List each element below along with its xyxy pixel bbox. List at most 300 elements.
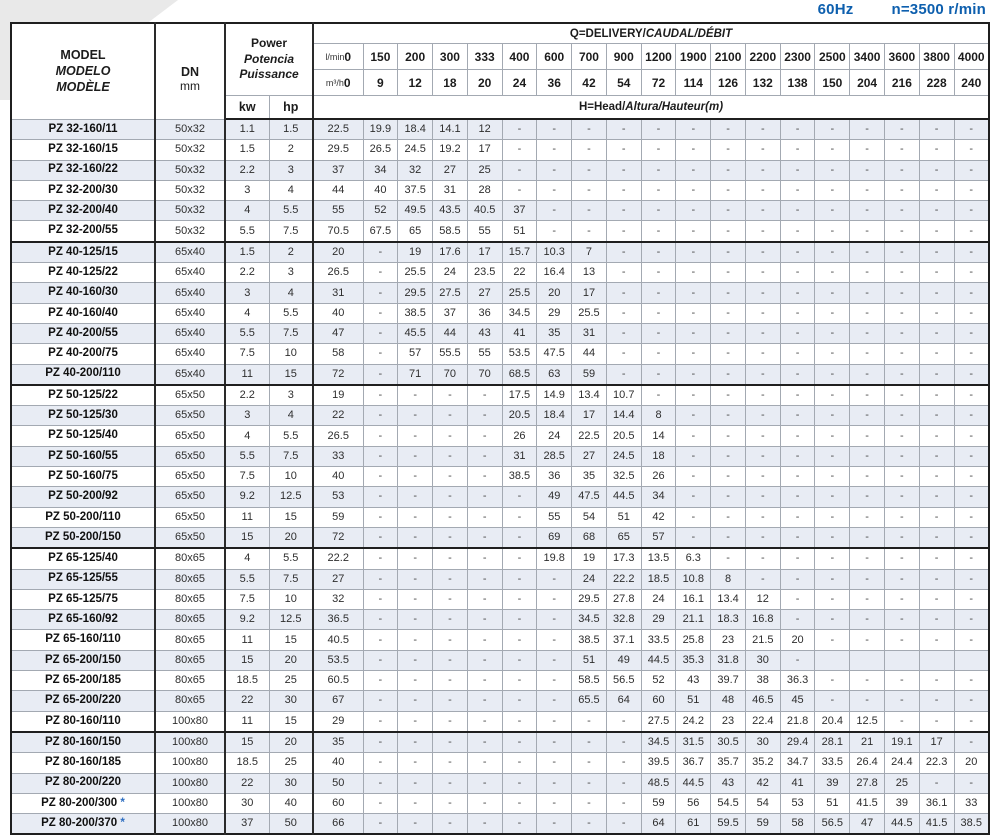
head-value-cell: -: [954, 610, 989, 630]
head-value-cell: -: [884, 364, 919, 385]
head-value-cell: -: [954, 323, 989, 343]
m3h-flow-header: 42: [572, 70, 607, 96]
dn-cell: 65x50: [155, 487, 225, 507]
head-value-cell: -: [676, 406, 711, 426]
dn-cell: 50x32: [155, 160, 225, 180]
head-value-cell: 51: [502, 221, 537, 242]
m3h-zero-value: 0: [343, 75, 351, 90]
head-value-cell: 42: [641, 507, 676, 527]
head-value-cell: 22.4: [745, 711, 780, 732]
head-value-cell: -: [433, 610, 468, 630]
head-value-cell: -: [433, 426, 468, 446]
power-column-header: [225, 23, 313, 96]
head-value-cell: 58.5: [433, 221, 468, 242]
head-value-cell: -: [815, 263, 850, 283]
head-value-cell: 32.8: [606, 610, 641, 630]
head-value-cell: -: [745, 569, 780, 589]
head-value-cell: -: [954, 263, 989, 283]
head-value-cell: 49: [537, 487, 572, 507]
head-value-cell: 17: [467, 242, 502, 263]
kw-cell: 1.1: [225, 119, 269, 140]
table-row: [11, 364, 989, 385]
model-cell: PZ 40-200/110: [11, 364, 155, 385]
lmin-flow-header: 333: [467, 44, 502, 70]
head-value-cell: 44.5: [676, 773, 711, 793]
model-cell: PZ 40-125/22: [11, 263, 155, 283]
head-value-cell: -: [641, 160, 676, 180]
head-value-cell: -: [815, 160, 850, 180]
head-value-cell: -: [815, 569, 850, 589]
head-value-cell: -: [815, 487, 850, 507]
hp-cell: 10: [269, 467, 313, 487]
head-value-cell: 44.5: [641, 650, 676, 670]
model-cell: PZ 32-200/30: [11, 180, 155, 200]
head-value-cell: -: [467, 589, 502, 609]
head-value-cell: 41.5: [919, 814, 954, 835]
head-value-cell: -: [780, 446, 815, 466]
head-value-cell: 8: [711, 569, 746, 589]
head-value-cell: 19.2: [433, 140, 468, 160]
head-value-cell: 41: [502, 323, 537, 343]
head-value-cell: 22.2: [606, 569, 641, 589]
head-value-cell: 26.5: [363, 140, 398, 160]
kw-unit-header: kw: [225, 96, 269, 120]
speed-label: n=3500 r/min: [891, 1, 986, 18]
q-title-italic: CAUDAL/DÉBIT: [645, 27, 733, 40]
head-value-cell: -: [537, 160, 572, 180]
head-value-cell: -: [537, 691, 572, 711]
head-value-cell: -: [398, 793, 433, 813]
head-value-cell: -: [676, 385, 711, 406]
head-value-cell: -: [780, 221, 815, 242]
head-value-cell: -: [537, 201, 572, 221]
head-value-cell: -: [954, 221, 989, 242]
head-value-cell: -: [815, 344, 850, 364]
head-value-cell: 25.5: [398, 263, 433, 283]
head-value-cell: 16.8: [745, 610, 780, 630]
head-value-cell: 12: [745, 589, 780, 609]
head-value-cell: 37: [502, 201, 537, 221]
head-value-cell: -: [745, 201, 780, 221]
head-value-cell: -: [398, 487, 433, 507]
model-cell: PZ 65-125/75: [11, 589, 155, 609]
head-value-cell: -: [572, 773, 607, 793]
head-value-cell: -: [850, 671, 885, 691]
kw-cell: 7.5: [225, 589, 269, 609]
head-value-cell: -: [363, 732, 398, 753]
model-cell: PZ 65-200/220: [11, 691, 155, 711]
head-value-cell: -: [467, 548, 502, 569]
head-value-cell: -: [641, 344, 676, 364]
head-value-cell: -: [467, 630, 502, 650]
head-value-cell: 56.5: [606, 671, 641, 691]
kw-cell: 5.5: [225, 446, 269, 466]
head-value-cell: -: [467, 385, 502, 406]
head-value-cell: -: [572, 221, 607, 242]
head-value-cell: 37: [313, 160, 363, 180]
head-value-cell: -: [884, 406, 919, 426]
head-value-cell: 46.5: [745, 691, 780, 711]
kw-cell: 15: [225, 527, 269, 548]
head-value-cell: 28.5: [537, 446, 572, 466]
head-value-cell: -: [398, 773, 433, 793]
head-value-cell: -: [919, 691, 954, 711]
head-value-cell: 22.5: [572, 426, 607, 446]
head-value-cell: -: [780, 364, 815, 385]
head-value-cell: 61: [676, 814, 711, 835]
head-value-cell: -: [745, 160, 780, 180]
head-value-cell: -: [919, 283, 954, 303]
head-value-cell: -: [676, 446, 711, 466]
head-value-cell: 13.4: [711, 589, 746, 609]
kw-cell: 7.5: [225, 467, 269, 487]
head-value-cell: 48: [711, 691, 746, 711]
dn-cell: 80x65: [155, 691, 225, 711]
head-value-cell: -: [954, 201, 989, 221]
head-value-cell: -: [745, 344, 780, 364]
head-value-cell: -: [363, 263, 398, 283]
head-value-cell: 64: [606, 691, 641, 711]
head-value-cell: 10.3: [537, 242, 572, 263]
head-value-cell: -: [919, 344, 954, 364]
head-value-cell: -: [711, 467, 746, 487]
head-value-cell: -: [815, 446, 850, 466]
head-value-cell: 37.1: [606, 630, 641, 650]
head-value-cell: 32: [313, 589, 363, 609]
hp-cell: 4: [269, 283, 313, 303]
head-value-cell: [884, 650, 919, 670]
head-value-cell: 16.4: [537, 263, 572, 283]
head-value-cell: -: [780, 385, 815, 406]
head-value-cell: -: [537, 814, 572, 835]
head-value-cell: -: [954, 691, 989, 711]
head-value-cell: 54: [572, 507, 607, 527]
head-value-cell: -: [467, 426, 502, 446]
head-value-cell: 21.5: [745, 630, 780, 650]
dn-cell: 50x32: [155, 201, 225, 221]
head-value-cell: -: [954, 140, 989, 160]
table-row: [11, 610, 989, 630]
table-row: [11, 691, 989, 711]
head-value-cell: 31: [433, 180, 468, 200]
head-value-cell: -: [815, 119, 850, 140]
head-value-cell: -: [398, 753, 433, 773]
head-value-cell: -: [641, 364, 676, 385]
head-value-cell: 40.5: [313, 630, 363, 650]
head-value-cell: -: [850, 180, 885, 200]
head-value-cell: -: [884, 242, 919, 263]
head-value-cell: -: [815, 426, 850, 446]
head-value-cell: 63: [537, 364, 572, 385]
head-value-cell: 44: [433, 323, 468, 343]
head-value-cell: -: [502, 180, 537, 200]
head-value-cell: -: [502, 119, 537, 140]
head-value-cell: -: [606, 344, 641, 364]
head-value-cell: 27.8: [850, 773, 885, 793]
head-value-cell: -: [433, 406, 468, 426]
head-value-cell: -: [884, 303, 919, 323]
head-value-cell: -: [850, 691, 885, 711]
head-value-cell: 22.2: [313, 548, 363, 569]
head-value-cell: 17: [572, 406, 607, 426]
head-value-cell: -: [363, 364, 398, 385]
hp-cell: 12.5: [269, 610, 313, 630]
head-value-cell: -: [780, 527, 815, 548]
table-row: [11, 589, 989, 609]
head-value-cell: -: [884, 344, 919, 364]
head-value-cell: -: [919, 569, 954, 589]
head-value-cell: 17: [467, 140, 502, 160]
head-value-cell: 14.4: [606, 406, 641, 426]
dn-cell: 65x40: [155, 323, 225, 343]
head-value-cell: -: [398, 814, 433, 835]
table-row: [11, 569, 989, 589]
head-value-cell: -: [433, 671, 468, 691]
head-value-cell: 22.3: [919, 753, 954, 773]
head-value-cell: 19.8: [537, 548, 572, 569]
lmin-flow-header: 2200: [745, 44, 780, 70]
m3h-flow-header: 216: [884, 70, 919, 96]
head-value-cell: -: [398, 691, 433, 711]
head-value-cell: 19.1: [884, 732, 919, 753]
lmin-flow-header: 300: [433, 44, 468, 70]
head-value-cell: -: [467, 732, 502, 753]
head-value-cell: 25.8: [676, 630, 711, 650]
head-value-cell: -: [433, 548, 468, 569]
hp-cell: 7.5: [269, 446, 313, 466]
head-value-cell: -: [676, 180, 711, 200]
head-value-cell: -: [815, 548, 850, 569]
head-value-cell: -: [884, 385, 919, 406]
dn-cell: 80x65: [155, 630, 225, 650]
head-value-cell: 36.5: [313, 610, 363, 630]
q-delivery-title: [313, 23, 989, 44]
head-value-cell: -: [954, 773, 989, 793]
head-value-cell: 31.8: [711, 650, 746, 670]
table-row: [11, 671, 989, 691]
head-value-cell: -: [363, 610, 398, 630]
model-cell: PZ 40-160/40: [11, 303, 155, 323]
head-value-cell: -: [919, 589, 954, 609]
head-value-cell: -: [780, 323, 815, 343]
table-row: [11, 180, 989, 200]
hp-cell: 25: [269, 671, 313, 691]
head-value-cell: -: [780, 303, 815, 323]
table-row: [11, 630, 989, 650]
head-value-cell: -: [363, 467, 398, 487]
head-value-cell: -: [850, 467, 885, 487]
head-value-cell: 44.5: [606, 487, 641, 507]
head-value-cell: 68: [572, 527, 607, 548]
head-value-cell: 42: [745, 773, 780, 793]
head-value-cell: 21.8: [780, 711, 815, 732]
head-value-cell: -: [641, 119, 676, 140]
head-value-cell: -: [815, 467, 850, 487]
hp-cell: 30: [269, 773, 313, 793]
head-value-cell: -: [676, 487, 711, 507]
head-value-cell: -: [884, 630, 919, 650]
head-value-cell: 26: [641, 467, 676, 487]
head-value-cell: -: [919, 180, 954, 200]
head-value-cell: -: [850, 263, 885, 283]
model-cell: PZ 65-200/185: [11, 671, 155, 691]
head-value-cell: -: [606, 773, 641, 793]
hp-cell: 3: [269, 385, 313, 406]
head-value-cell: 20: [313, 242, 363, 263]
head-value-cell: 6.3: [676, 548, 711, 569]
head-value-cell: 20.4: [815, 711, 850, 732]
head-value-cell: -: [850, 303, 885, 323]
head-value-cell: -: [711, 119, 746, 140]
head-value-cell: -: [502, 814, 537, 835]
kw-cell: 3: [225, 180, 269, 200]
kw-cell: 18.5: [225, 753, 269, 773]
head-value-cell: -: [398, 385, 433, 406]
head-value-cell: -: [363, 773, 398, 793]
kw-cell: 2.2: [225, 385, 269, 406]
head-value-cell: -: [850, 569, 885, 589]
kw-cell: 15: [225, 732, 269, 753]
hp-cell: 20: [269, 527, 313, 548]
head-value-cell: -: [884, 691, 919, 711]
head-value-cell: -: [467, 467, 502, 487]
head-value-cell: -: [606, 201, 641, 221]
kw-cell: 3: [225, 406, 269, 426]
dn-cell: 100x80: [155, 753, 225, 773]
head-value-cell: 33.5: [641, 630, 676, 650]
head-value-cell: 49: [606, 650, 641, 670]
header-row-q-title: [11, 23, 989, 44]
head-value-cell: -: [745, 119, 780, 140]
head-value-cell: 30.5: [711, 732, 746, 753]
head-value-cell: 70: [433, 364, 468, 385]
head-value-cell: 35.3: [676, 650, 711, 670]
head-value-cell: -: [919, 364, 954, 385]
hp-cell: 7.5: [269, 221, 313, 242]
head-value-cell: -: [433, 814, 468, 835]
head-value-cell: 19: [572, 548, 607, 569]
head-value-cell: -: [745, 548, 780, 569]
head-value-cell: 14.9: [537, 385, 572, 406]
head-value-cell: 14.1: [433, 119, 468, 140]
head-value-cell: 34.5: [502, 303, 537, 323]
head-value-cell: -: [815, 364, 850, 385]
head-value-cell: 53: [313, 487, 363, 507]
head-value-cell: -: [606, 160, 641, 180]
kw-cell: 15: [225, 650, 269, 670]
head-value-cell: -: [572, 201, 607, 221]
head-value-cell: -: [606, 711, 641, 732]
head-value-cell: -: [641, 263, 676, 283]
model-cell: PZ 50-200/92: [11, 487, 155, 507]
head-value-cell: -: [398, 589, 433, 609]
head-value-cell: -: [502, 753, 537, 773]
head-value-cell: -: [919, 671, 954, 691]
head-value-cell: -: [850, 160, 885, 180]
table-row: [11, 221, 989, 242]
head-value-cell: -: [363, 711, 398, 732]
head-value-cell: -: [745, 446, 780, 466]
head-value-cell: -: [433, 691, 468, 711]
head-value-cell: 15.7: [502, 242, 537, 263]
dn-cell: 65x50: [155, 426, 225, 446]
head-value-cell: -: [850, 242, 885, 263]
head-value-cell: 56.5: [815, 814, 850, 835]
head-value-cell: -: [433, 650, 468, 670]
head-value-cell: -: [711, 385, 746, 406]
head-value-cell: 51: [572, 650, 607, 670]
head-value-cell: 25: [467, 160, 502, 180]
table-row: [11, 201, 989, 221]
head-value-cell: -: [815, 385, 850, 406]
head-value-cell: -: [641, 221, 676, 242]
lmin-unit-label: l/min: [325, 51, 345, 62]
head-value-cell: -: [850, 630, 885, 650]
model-cell: PZ 65-125/40: [11, 548, 155, 569]
table-row: [11, 263, 989, 283]
hp-cell: 5.5: [269, 201, 313, 221]
model-cell: PZ 50-200/110: [11, 507, 155, 527]
model-cell: PZ 80-160/150: [11, 732, 155, 753]
head-value-cell: -: [884, 487, 919, 507]
head-value-cell: 21: [850, 732, 885, 753]
kw-cell: 4: [225, 201, 269, 221]
table-row: [11, 732, 989, 753]
table-row: [11, 650, 989, 670]
head-value-cell: -: [919, 201, 954, 221]
head-value-cell: 72: [313, 364, 363, 385]
head-value-cell: 24.5: [606, 446, 641, 466]
head-value-cell: -: [433, 732, 468, 753]
head-value-cell: 33: [313, 446, 363, 466]
head-value-cell: -: [398, 406, 433, 426]
kw-cell: 11: [225, 711, 269, 732]
hp-cell: 4: [269, 406, 313, 426]
head-value-cell: -: [850, 385, 885, 406]
head-value-cell: -: [537, 610, 572, 630]
head-value-cell: -: [919, 221, 954, 242]
head-value-cell: -: [780, 650, 815, 670]
head-value-cell: 12: [467, 119, 502, 140]
dn-cell: 65x40: [155, 364, 225, 385]
head-value-cell: -: [606, 303, 641, 323]
lmin-flow-header: 2100: [711, 44, 746, 70]
head-value-cell: -: [815, 610, 850, 630]
head-value-cell: -: [502, 160, 537, 180]
head-value-cell: -: [850, 119, 885, 140]
head-value-cell: [954, 650, 989, 670]
head-value-cell: -: [850, 426, 885, 446]
head-value-cell: 20: [537, 283, 572, 303]
head-value-cell: -: [815, 201, 850, 221]
head-value-cell: -: [815, 589, 850, 609]
head-value-cell: -: [711, 507, 746, 527]
model-label-es: MODELO: [55, 64, 111, 79]
head-value-cell: 23.5: [467, 263, 502, 283]
head-value-cell: -: [676, 221, 711, 242]
head-value-cell: 10.8: [676, 569, 711, 589]
head-value-cell: 35: [537, 323, 572, 343]
head-value-cell: 54.5: [711, 793, 746, 813]
head-value-cell: -: [606, 263, 641, 283]
head-value-cell: -: [884, 548, 919, 569]
head-value-cell: 47: [850, 814, 885, 835]
head-value-cell: -: [711, 406, 746, 426]
head-value-cell: 31: [572, 323, 607, 343]
model-cell: PZ 50-160/75: [11, 467, 155, 487]
head-value-cell: -: [745, 303, 780, 323]
head-value-cell: 53.5: [502, 344, 537, 364]
